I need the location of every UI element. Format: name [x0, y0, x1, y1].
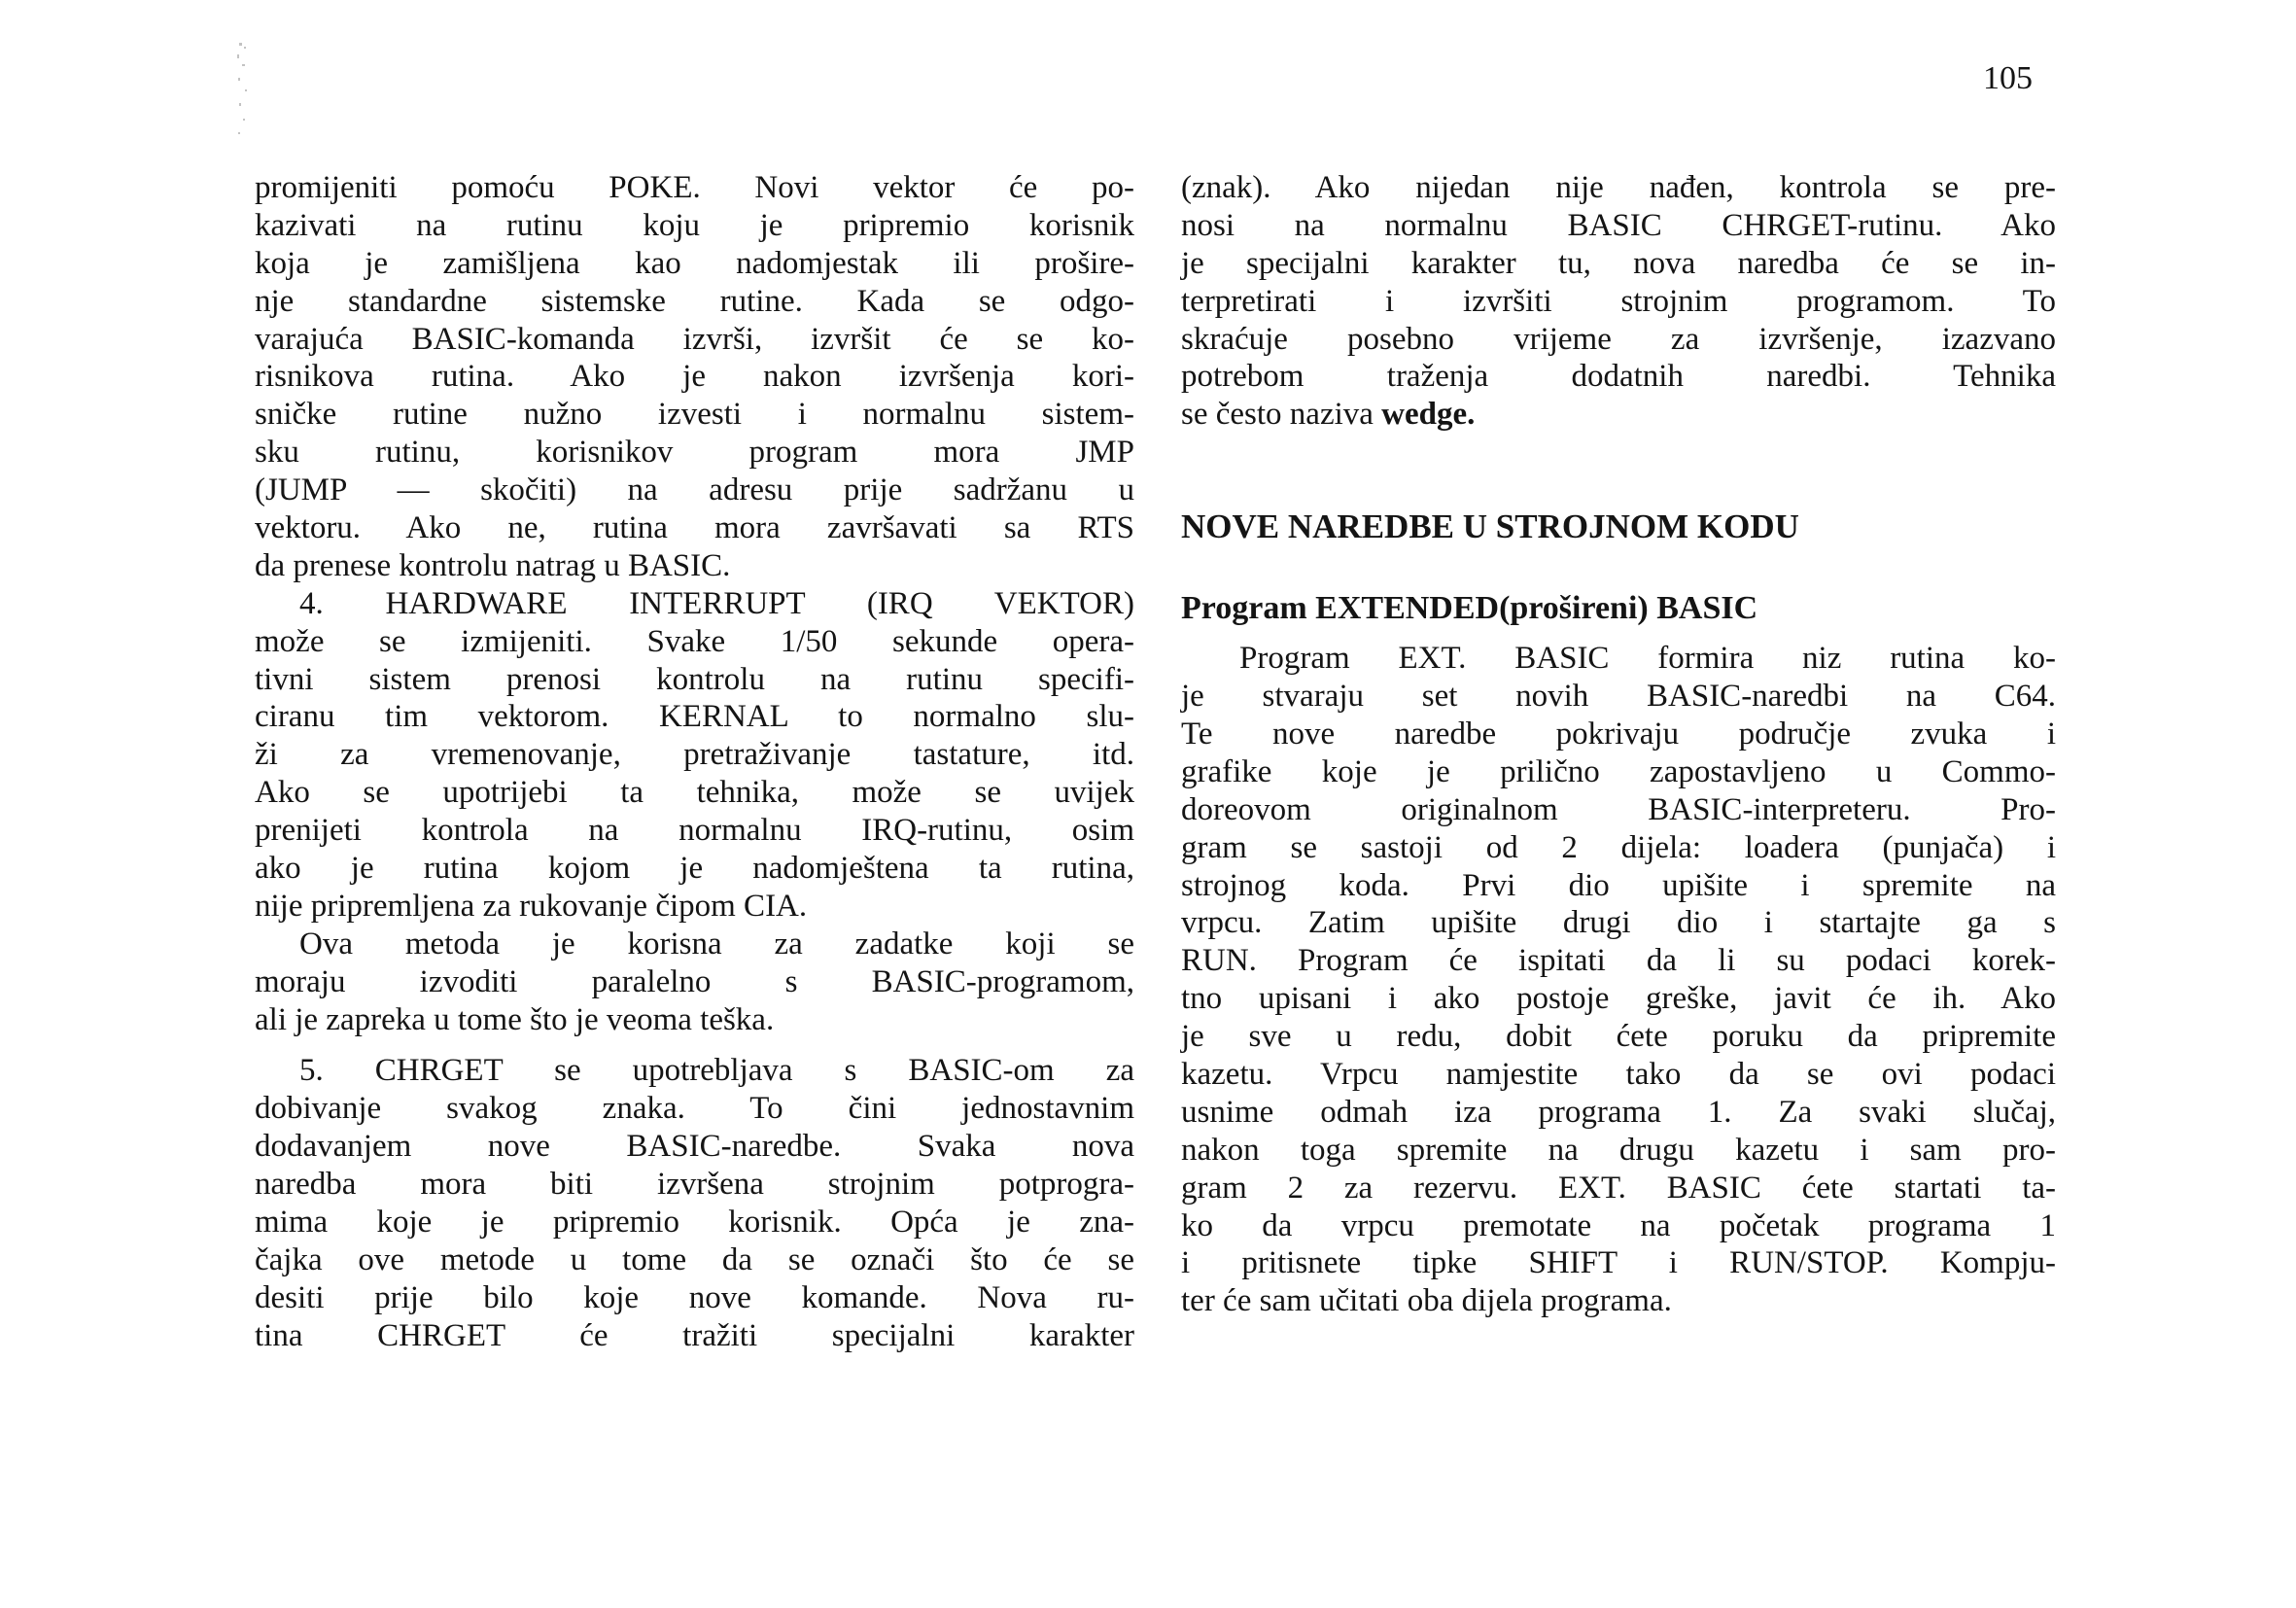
text-line: gram 2 za rezervu. EXT. BASIC ćete startati ta- — [1181, 1170, 2056, 1206]
text-line: ali je zapreka u tome što je veoma teška. — [255, 1001, 775, 1037]
section-heading: NOVE NAREDBE U STROJNOM KODU — [1181, 507, 1799, 546]
text-line: 4. HARDWARE INTERRUPT (IRQ VEKTOR) — [299, 585, 1134, 621]
text-line: ciranu tim vektorom. KERNAL to normalno slu- — [255, 699, 1134, 735]
text-line: je sve u redu, dobit ćete poruku da pripremite — [1181, 1019, 2056, 1055]
term-wedge: wedge. — [1381, 397, 1476, 433]
text-line: gram se sastoji od 2 dijela: loadera (punjača) i — [1181, 829, 2056, 865]
text-line: nje standardne sistemske rutine. Kada se odgo- — [255, 283, 1134, 319]
text-line: je specijalni karakter tu, nova naredba će se in- — [1181, 245, 2056, 281]
text-line: i pritisnete tipke SHIFT i RUN/STOP. Kompju- — [1181, 1245, 2056, 1281]
text-fragment: se često naziva — [1181, 397, 1374, 433]
text-line: potrebom traženja dodatnih naredbi. Tehnika — [1181, 359, 2056, 395]
text-line — [1181, 396, 2056, 434]
text-line: moraju izvoditi paralelno s BASIC-programom, — [255, 963, 1134, 999]
text-line: nije pripremljena za rukovanje čipom CIA. — [255, 888, 808, 924]
text-line: prenijeti kontrola na normalnu IRQ-rutinu, osim — [255, 813, 1134, 849]
text-line: koja je zamišljena kao nadomjestak ili prošire- — [255, 245, 1134, 281]
text-line: tivni sistem prenosi kontrolu na rutinu specifi- — [255, 661, 1134, 697]
text-line: RUN. Program će ispitati da li su podaci korek- — [1181, 943, 2056, 979]
text-line: (JUMP — skočiti) na adresu prije sadržanu u — [255, 472, 1134, 508]
text-line: vektoru. Ako ne, rutina mora završavati sa RTS — [255, 510, 1134, 546]
text-line: sku rutinu, korisnikov program mora JMP — [255, 435, 1134, 471]
text-line: usnime odmah iza programa 1. Za svaki slučaj, — [1181, 1094, 2056, 1130]
text-line: dodavanjem nove BASIC-naredbe. Svaka nova — [255, 1129, 1134, 1165]
text-line: Te nove naredbe pokrivaju područje zvuka i — [1181, 717, 2056, 752]
text-line: varajuća BASIC-komanda izvrši, izvršit će se ko- — [255, 321, 1134, 357]
text-line: grafike koje je prilično zapostavljeno u Commo- — [1181, 753, 2056, 789]
text-line: nosi na normalnu BASIC CHRGET-rutinu. Ako — [1181, 207, 2056, 243]
text-line: Ova metoda je korisna za zadatke koji se — [299, 926, 1134, 961]
text-line: skraćuje posebno vrijeme za izvršenje, izazvano — [1181, 321, 2056, 357]
text-line: ter će sam učitati oba dijela programa. — [1181, 1283, 1672, 1319]
text-line: doreovom originalnom BASIC-interpreteru. Pro- — [1181, 791, 2056, 827]
text-line: kazivati na rutinu koju je pripremio korisnik — [255, 207, 1134, 243]
left-column — [255, 169, 1134, 1355]
text-line: Ako se upotrijebi ta tehnika, može se uvijek — [255, 775, 1134, 811]
text-line: (znak). Ako nijedan nije nađen, kontrola se pre- — [1181, 170, 2056, 205]
text-line: naredba mora biti izvršena strojnim potprogra- — [255, 1167, 1134, 1203]
page-number: 105 — [1983, 60, 2033, 96]
text-line: Program EXT. BASIC formira niz rutina ko- — [1239, 641, 2056, 677]
text-line: desiti prije bilo koje nove komande. Nova ru- — [255, 1279, 1134, 1315]
text-line: može se izmijeniti. Svake 1/50 sekunde opera- — [255, 623, 1134, 659]
text-line: terpretirati i izvršiti strojnim programom. To — [1181, 283, 2056, 319]
right-column — [1181, 169, 2056, 1320]
text-line: tno upisani i ako postoje greške, javit će ih. Ako — [1181, 981, 2056, 1017]
text-line: čajka ove metode u tome da se označi što će se — [255, 1241, 1134, 1277]
text-line: vrpcu. Zatim upišite drugi dio i startajte ga s — [1181, 905, 2056, 941]
text-line: ko da vrpcu premotate na početak programa 1 — [1181, 1207, 2056, 1243]
scan-artifact — [233, 35, 272, 161]
text-line: tina CHRGET će tražiti specijalni karakter — [255, 1317, 1134, 1353]
text-line: 5. CHRGET se upotrebljava s BASIC-om za — [299, 1053, 1134, 1089]
text-line: mima koje je pripremio korisnik. Opća je zna- — [255, 1205, 1134, 1241]
subsection-heading: Program EXTENDED(prošireni) BASIC — [1181, 590, 1758, 627]
text-line: nakon toga spremite na drugu kazetu i sam pro- — [1181, 1132, 2056, 1168]
text-line: dobivanje svakog znaka. To čini jednostavnim — [255, 1091, 1134, 1127]
text-line: sničke rutine nužno izvesti i normalnu sistem- — [255, 397, 1134, 433]
text-line: ako je rutina kojom je nadomještena ta rutina, — [255, 851, 1134, 887]
text-line: strojnog koda. Prvi dio upišite i spremite na — [1181, 867, 2056, 903]
text-line: je stvaraju set novih BASIC-naredbi na C64. — [1181, 679, 2056, 715]
text-line: risnikova rutina. Ako je nakon izvršenja kori- — [255, 359, 1134, 395]
text-line: ži za vremenovanje, pretraživanje tastature, itd. — [255, 737, 1134, 773]
text-line: da prenese kontrolu natrag u BASIC. — [255, 547, 731, 583]
text-line: promijeniti pomoću POKE. Novi vektor će po- — [255, 170, 1134, 205]
text-line: kazetu. Vrpcu namjestite tako da se ovi podaci — [1181, 1057, 2056, 1093]
